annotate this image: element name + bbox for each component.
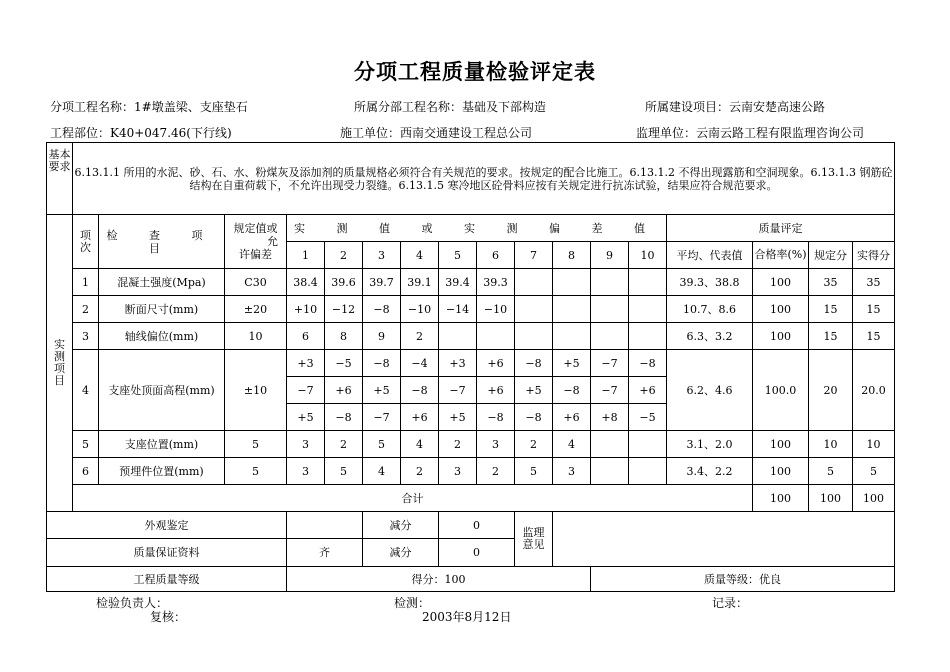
column-header-row-1 (47, 215, 895, 242)
measured-value: −8 (363, 350, 401, 377)
row-avg: 3.4、2.2 (667, 458, 753, 485)
page-title: 分项工程质量检验评定表 (354, 59, 596, 84)
col-pass-rate-header: 合格率(%) (753, 242, 809, 269)
measure-col-5: 5 (439, 242, 477, 269)
measure-col-2: 2 (325, 242, 363, 269)
grade-score: 得分：100 (287, 567, 591, 592)
measured-value (629, 458, 667, 485)
measured-value: −8 (629, 350, 667, 377)
measured-value (439, 323, 477, 350)
col-measured-header: 实 测 值 或 实 测 偏 差 值 (287, 215, 667, 242)
measured-value: 6 (287, 323, 325, 350)
measure-col-6: 6 (477, 242, 515, 269)
inspection-table (46, 142, 895, 592)
measured-value (515, 296, 553, 323)
measured-value: 2 (401, 458, 439, 485)
row-index: 6 (73, 458, 99, 485)
row-pass-rate: 100 (753, 431, 809, 458)
measure-section-label: 实测项目 (47, 215, 73, 512)
quality-docs-label: 质量保证资料 (47, 539, 287, 567)
measured-value: −7 (591, 377, 629, 404)
total-spec: 100 (809, 485, 853, 512)
col-index-header: 项次 (73, 215, 99, 269)
measured-value: 2 (439, 431, 477, 458)
col-assessment-header: 质量评定 (667, 215, 895, 242)
measured-value: −8 (401, 377, 439, 404)
measured-value: −8 (515, 404, 553, 431)
row-actual-score: 35 (853, 269, 895, 296)
measured-value: 5 (363, 431, 401, 458)
project-location: 工程部位：K40+047.46(下行线) (50, 126, 232, 140)
table-row (47, 431, 895, 458)
measure-col-1: 1 (287, 242, 325, 269)
measure-col-3: 3 (363, 242, 401, 269)
report-date: 2003年8月12日 (422, 610, 512, 624)
row-item: 混凝土强度(Mpa) (99, 269, 225, 296)
row-spec-score: 5 (809, 458, 853, 485)
measured-value: 39.3 (477, 269, 515, 296)
measured-value: +6 (553, 404, 591, 431)
measured-value: 3 (287, 458, 325, 485)
measured-value: −8 (325, 404, 363, 431)
measured-value: +5 (553, 350, 591, 377)
row-tolerance: ±20 (225, 296, 287, 323)
quality-docs-deduct: 0 (439, 539, 515, 567)
row-spec-score: 15 (809, 296, 853, 323)
measured-value: +10 (287, 296, 325, 323)
measured-value: −5 (629, 404, 667, 431)
measured-value: −10 (477, 296, 515, 323)
reviewer-signature: 复核： (150, 610, 187, 624)
total-rate: 100 (753, 485, 809, 512)
division-name: 所属分部工程名称：基础及下部构造 (354, 100, 547, 114)
measure-col-7: 7 (515, 242, 553, 269)
measured-value (591, 431, 629, 458)
measured-value: 3 (477, 431, 515, 458)
measured-value (591, 323, 629, 350)
row-avg: 3.1、2.0 (667, 431, 753, 458)
row-actual-score: 15 (853, 323, 895, 350)
measured-value: 5 (325, 458, 363, 485)
contractor-name: 施工单位：西南交通建设工程总公司 (340, 126, 533, 140)
measured-value: +6 (401, 404, 439, 431)
measure-col-4: 4 (401, 242, 439, 269)
measured-value: 39.7 (363, 269, 401, 296)
supervision-opinion-value (553, 512, 895, 567)
row-spec-score: 15 (809, 323, 853, 350)
measured-value: +5 (439, 404, 477, 431)
row-spec-score: 20 (809, 350, 853, 431)
measured-value: −8 (553, 377, 591, 404)
row-index: 3 (73, 323, 99, 350)
measured-value: +3 (287, 350, 325, 377)
row-avg: 10.7、8.6 (667, 296, 753, 323)
table-row (47, 269, 895, 296)
row-tolerance: 10 (225, 323, 287, 350)
measured-value: 2 (477, 458, 515, 485)
col-actual-score-header: 实得分 (853, 242, 895, 269)
row-pass-rate: 100 (753, 458, 809, 485)
measured-value: 3 (553, 458, 591, 485)
measured-value: 9 (363, 323, 401, 350)
measured-value (629, 296, 667, 323)
requirements-text: 6.13.1.1 所用的水泥、砂、石、水、粉煤灰及添加剂的质量规格必须符合有关规范的要求。按规定的配合比施工。6.13.1.2 不得出现露筋和空洞现象。6.13.1.3 钢筋砼结构在自重荷载下，不允许出现受力裂缝。6.13.1.5 寒冷地区砼骨料应按有关规定进行抗冻试验，结果应符合规范要求。 (73, 143, 895, 215)
measured-value (591, 296, 629, 323)
requirements-label: 基本要求 (47, 143, 73, 215)
col-spec-score-header: 规定分 (809, 242, 853, 269)
measured-value: +3 (439, 350, 477, 377)
measured-value: −7 (287, 377, 325, 404)
measured-value (629, 431, 667, 458)
appearance-label: 外观鉴定 (47, 512, 287, 539)
measured-value: 39.6 (325, 269, 363, 296)
total-row (47, 485, 895, 512)
grade-row (47, 567, 895, 592)
measured-value (629, 323, 667, 350)
measured-value: 4 (363, 458, 401, 485)
measured-value (629, 269, 667, 296)
measured-value: −5 (325, 350, 363, 377)
row-avg: 6.2、4.6 (667, 350, 753, 431)
measured-value: +6 (325, 377, 363, 404)
table-row (47, 458, 895, 485)
total-label: 合计 (73, 485, 753, 512)
measured-value: +5 (363, 377, 401, 404)
measured-value (591, 458, 629, 485)
measured-value: 38.4 (287, 269, 325, 296)
measured-value: +6 (477, 377, 515, 404)
row-actual-score: 10 (853, 431, 895, 458)
measured-value: +5 (515, 377, 553, 404)
measure-col-9: 9 (591, 242, 629, 269)
table-row (47, 350, 895, 377)
appearance-deduct-label: 减分 (363, 512, 439, 539)
measured-value (553, 323, 591, 350)
row-spec-score: 10 (809, 431, 853, 458)
row-actual-score: 20.0 (853, 350, 895, 431)
measured-value: +6 (477, 350, 515, 377)
measured-value (477, 323, 515, 350)
grade-level: 质量等级：优良 (591, 567, 895, 592)
grade-label: 工程质量等级 (47, 567, 287, 592)
table-row (47, 296, 895, 323)
measured-value: 4 (553, 431, 591, 458)
measured-value: +8 (591, 404, 629, 431)
col-tolerance-header: 规定值或 允 许偏差 (225, 215, 287, 269)
measured-value: −4 (401, 350, 439, 377)
measured-value: −12 (325, 296, 363, 323)
row-avg: 39.3、38.8 (667, 269, 753, 296)
inspector-signature: 检验负责人： (96, 596, 169, 610)
measure-col-8: 8 (553, 242, 591, 269)
row-item: 支座处顶面高程(mm) (99, 350, 225, 431)
col-avg-header: 平均、代表值 (667, 242, 753, 269)
measured-value: −8 (477, 404, 515, 431)
tester-signature: 检测： (394, 596, 431, 610)
row-pass-rate: 100 (753, 296, 809, 323)
construction-project-name: 所属建设项目：云南安楚高速公路 (645, 100, 826, 114)
measured-value (553, 269, 591, 296)
sub-project-name: 分项工程名称：1#墩盖梁、支座垫石 (50, 100, 248, 114)
measured-value (515, 323, 553, 350)
measured-value: −8 (363, 296, 401, 323)
appearance-row (47, 512, 895, 539)
measured-value: 3 (287, 431, 325, 458)
measured-value: 3 (439, 458, 477, 485)
row-pass-rate: 100.0 (753, 350, 809, 431)
measured-value (553, 296, 591, 323)
measured-value: 2 (401, 323, 439, 350)
row-tolerance: 5 (225, 458, 287, 485)
quality-docs-deduct-label: 减分 (363, 539, 439, 567)
appearance-value (287, 512, 363, 539)
measured-value: 39.4 (439, 269, 477, 296)
row-item: 支座位置(mm) (99, 431, 225, 458)
col-item-header: 检 查 项 目 (99, 215, 225, 269)
row-index: 1 (73, 269, 99, 296)
measured-value: −7 (439, 377, 477, 404)
row-item: 轴线偏位(mm) (99, 323, 225, 350)
row-item: 预埋件位置(mm) (99, 458, 225, 485)
supervision-opinion-label: 监理意见 (515, 512, 553, 567)
measure-col-10: 10 (629, 242, 667, 269)
total-actual: 100 (853, 485, 895, 512)
table-row (47, 323, 895, 350)
row-avg: 6.3、3.2 (667, 323, 753, 350)
measured-value: 5 (515, 458, 553, 485)
measured-value: −10 (401, 296, 439, 323)
requirements-row (47, 143, 895, 215)
measured-value: −8 (515, 350, 553, 377)
row-index: 2 (73, 296, 99, 323)
measured-value: −7 (591, 350, 629, 377)
measured-value: 2 (515, 431, 553, 458)
row-pass-rate: 100 (753, 323, 809, 350)
measured-value: 8 (325, 323, 363, 350)
row-index: 5 (73, 431, 99, 458)
measured-value: 4 (401, 431, 439, 458)
measured-value: 39.1 (401, 269, 439, 296)
quality-docs-value: 齐 (287, 539, 363, 567)
measured-value: −14 (439, 296, 477, 323)
measured-value: −7 (363, 404, 401, 431)
row-tolerance: C30 (225, 269, 287, 296)
row-tolerance: 5 (225, 431, 287, 458)
supervisor-name: 监理单位：云南云路工程有限监理咨询公司 (636, 126, 865, 140)
row-tolerance: ±10 (225, 350, 287, 431)
measured-value: +5 (287, 404, 325, 431)
row-item: 断面尺寸(mm) (99, 296, 225, 323)
row-index: 4 (73, 350, 99, 431)
recorder-signature: 记录： (712, 596, 749, 610)
row-spec-score: 35 (809, 269, 853, 296)
measured-value: +6 (629, 377, 667, 404)
measured-value (515, 269, 553, 296)
row-pass-rate: 100 (753, 269, 809, 296)
measured-value: 2 (325, 431, 363, 458)
row-actual-score: 5 (853, 458, 895, 485)
measured-value (591, 269, 629, 296)
appearance-deduct: 0 (439, 512, 515, 539)
row-actual-score: 15 (853, 296, 895, 323)
